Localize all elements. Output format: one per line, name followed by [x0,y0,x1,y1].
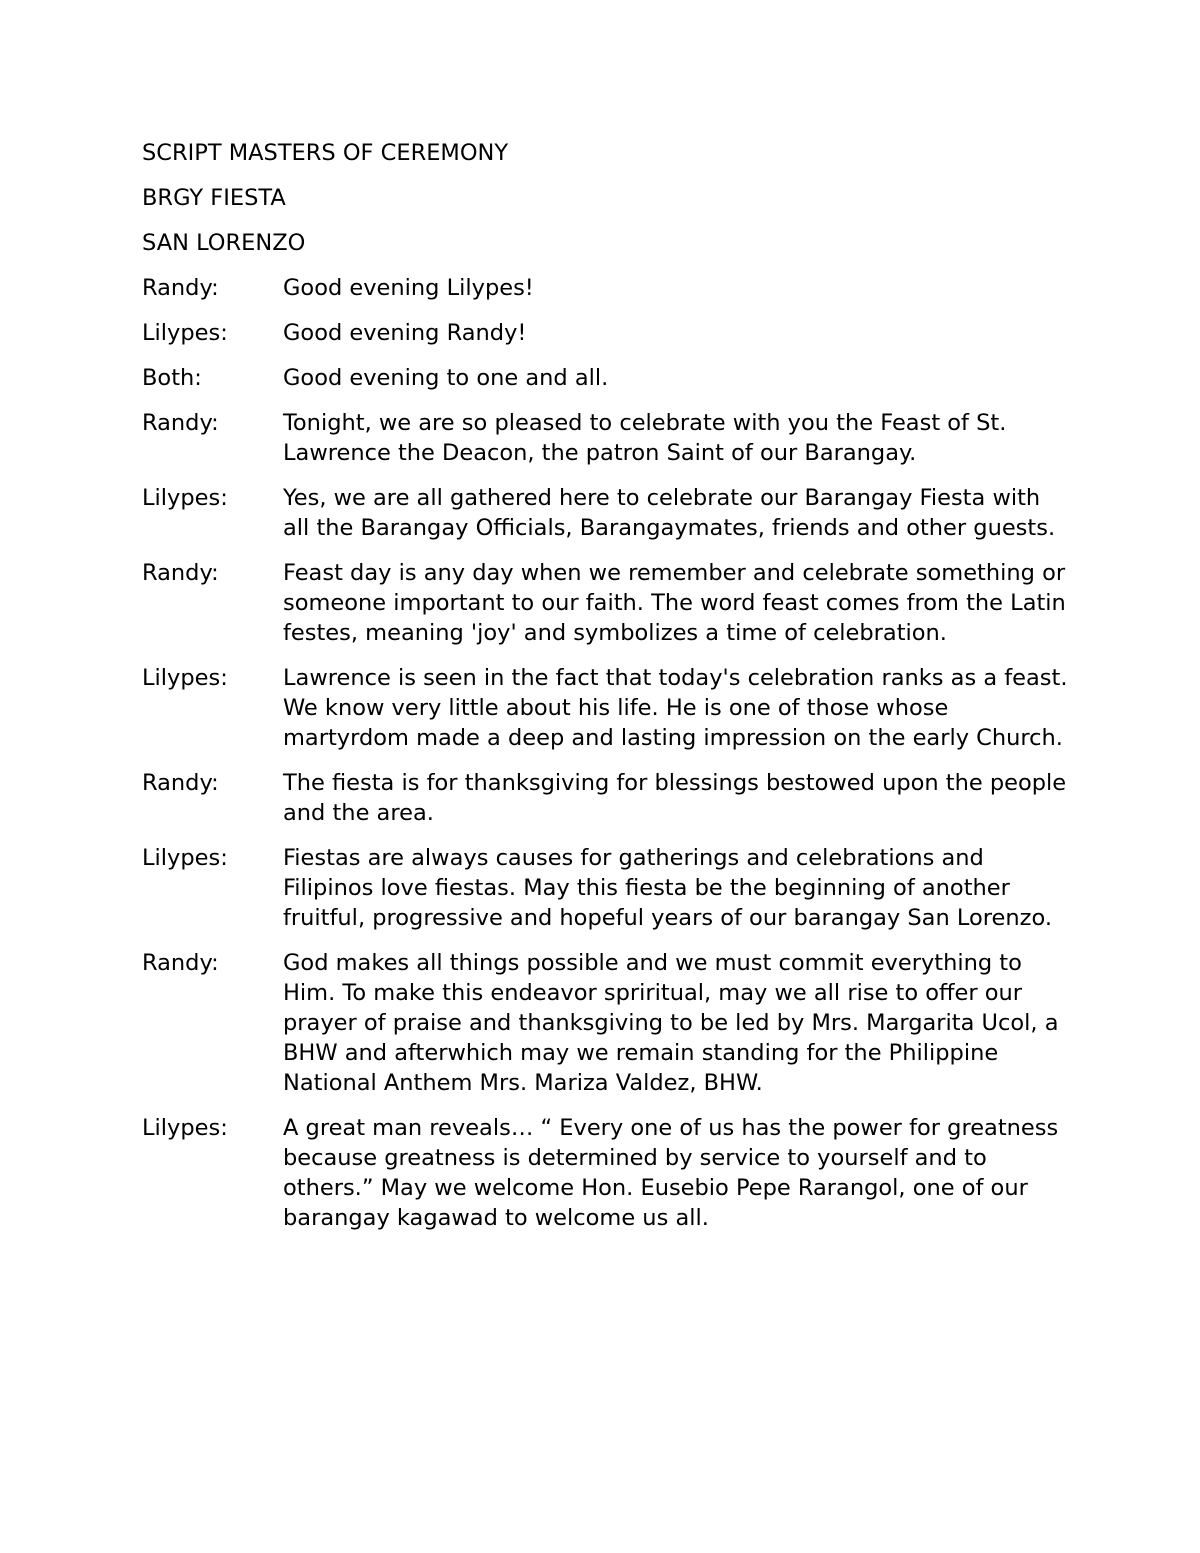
speaker-label: Lilypes: [142,320,228,346]
barangay-name: SAN LORENZO [142,230,306,256]
dialogue-entry [142,363,1072,393]
dialogue-entry [142,948,1072,1098]
dialogue-entry [142,663,1072,753]
speaker-label: Randy: [142,560,219,586]
speaker-label: Randy: [142,950,219,976]
document-page [142,138,1072,1248]
speaker-label: Randy: [142,770,219,796]
dialogue-entry [142,318,1072,348]
dialogue-list [142,273,1072,1233]
dialogue-text: God makes all things possible and we must commit everything to Him. To make this endeavor spriritual, may we all rise to offer our prayer of praise and thanksgiving to be led by Mrs. Margarita Ucol, a BHW and afterwhich may we remain standing for the Philippine National Anthem Mrs. Mariza Valdez, BHW. [283,950,1059,1096]
dialogue-text: Feast day is any day when we remember and celebrate something or someone important to our faith. The word feast comes from the Latin festes, meaning 'joy' and symbolizes a time of celebration. [283,560,1066,646]
speaker-label: Both: [142,365,202,391]
dialogue-entry [142,483,1072,543]
dialogue-entry [142,843,1072,933]
speaker-label: Lilypes: [142,1115,228,1141]
speaker-label: Lilypes: [142,665,228,691]
speaker-label: Lilypes: [142,845,228,871]
speaker-label: Lilypes: [142,485,228,511]
dialogue-text: Good evening to one and all. [283,365,609,391]
dialogue-text: Good evening Lilypes! [283,275,534,301]
dialogue-text: The fiesta is for thanksgiving for blessings bestowed upon the people and the area. [283,770,1067,826]
dialogue-text: Fiestas are always causes for gatherings and celebrations and Filipinos love fiestas. May this fiesta be the beginning of another fruitful, progressive and hopeful years of our barangay San Lorenzo. [283,845,1052,931]
dialogue-entry [142,408,1072,468]
dialogue-text: Yes, we are all gathered here to celebrate our Barangay Fiesta with all the Barangay Officials, Barangaymates, friends and other guests. [283,485,1056,541]
dialogue-text: Lawrence is seen in the fact that today's celebration ranks as a feast. We know very little about his life. He is one of those whose martyrdom made a deep and lasting impression on the early Church. [283,665,1068,751]
dialogue-entry [142,273,1072,303]
dialogue-text: Good evening Randy! [283,320,527,346]
dialogue-entry [142,1113,1072,1233]
script-title: SCRIPT MASTERS OF CEREMONY [142,140,509,166]
dialogue-entry [142,558,1072,648]
event-name: BRGY FIESTA [142,185,286,211]
dialogue-text: A great man reveals… “ Every one of us has the power for greatness because greatness is determined by service to yourself and to others.” May we welcome Hon. Eusebio Pepe Rarangol, one of our barangay kagawad to welcome us all. [283,1115,1059,1231]
dialogue-text: Tonight, we are so pleased to celebrate with you the Feast of St. Lawrence the Deacon, the patron Saint of our Barangay. [283,410,1007,466]
speaker-label: Randy: [142,410,219,436]
speaker-label: Randy: [142,275,219,301]
dialogue-entry [142,768,1072,828]
